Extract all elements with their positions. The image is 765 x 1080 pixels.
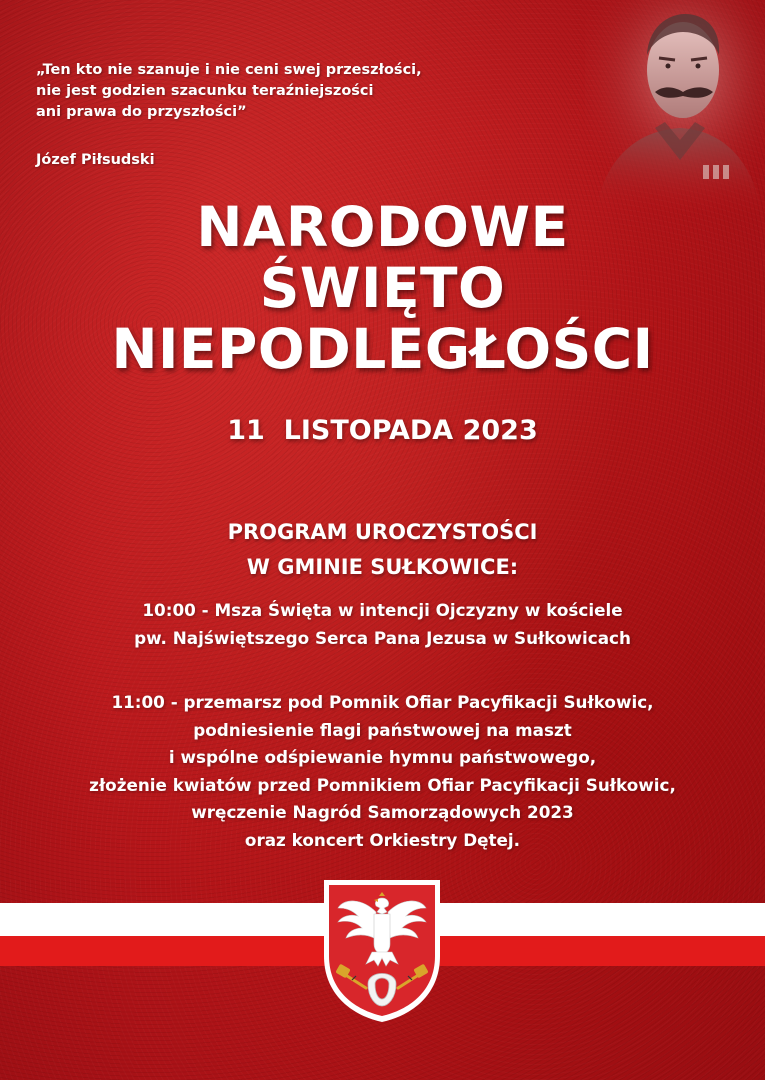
quote [36,60,476,123]
portrait-silhouette-icon [585,0,765,215]
program-item-line: podniesienie flagi państwowej na maszt [193,719,572,740]
program-item-line: złożenie kwiatów przed Pomnikiem Ofiar Pacyfikacji Sułkowic, [89,774,676,795]
program-item [0,689,765,854]
headline-line: ŚWIĘTO [259,256,506,320]
program-title-line: PROGRAM UROCZYSTOŚCI [227,520,538,544]
program-item-line: wręczenie Nagród Samorządowych 2023 [191,802,574,822]
program-item-line: oraz koncert Orkiestry Dętej. [244,829,521,850]
quote-line: ani prawa do przyszłości” [36,104,247,120]
program-title-line: W GMINIE SUŁKOWICE: [246,555,519,579]
program-item-line: pw. Najświętszego Serca Pana Jezusa w Sułkowicach [134,627,631,648]
quote-line: „Ten kto nie szanuje i nie ceni swej przeszłości, [36,62,422,78]
coat-of-arms-eagle-horseshoe-icon [322,878,442,1024]
quote-line: nie jest godzien szacunku teraźniejszości [36,83,374,99]
quote-author: Józef Piłsudski [36,152,155,168]
headline-line: NIEPODLEGŁOŚCI [111,317,654,381]
program-item-line: 10:00 - Msza Święta w intencji Ojczyzny w kościele [142,600,623,620]
headline [0,197,765,380]
program-item-line: i wspólne odśpiewanie hymnu państwowego, [168,747,597,767]
event-date: 11 LISTOPADA 2023 [227,415,538,446]
headline-line: NARODOWE [196,195,569,259]
program-title [0,515,765,585]
program-item [0,597,765,652]
program-item-line: 11:00 - przemarsz pod Pomnik Ofiar Pacyfikacji Sułkowic, [111,692,654,712]
